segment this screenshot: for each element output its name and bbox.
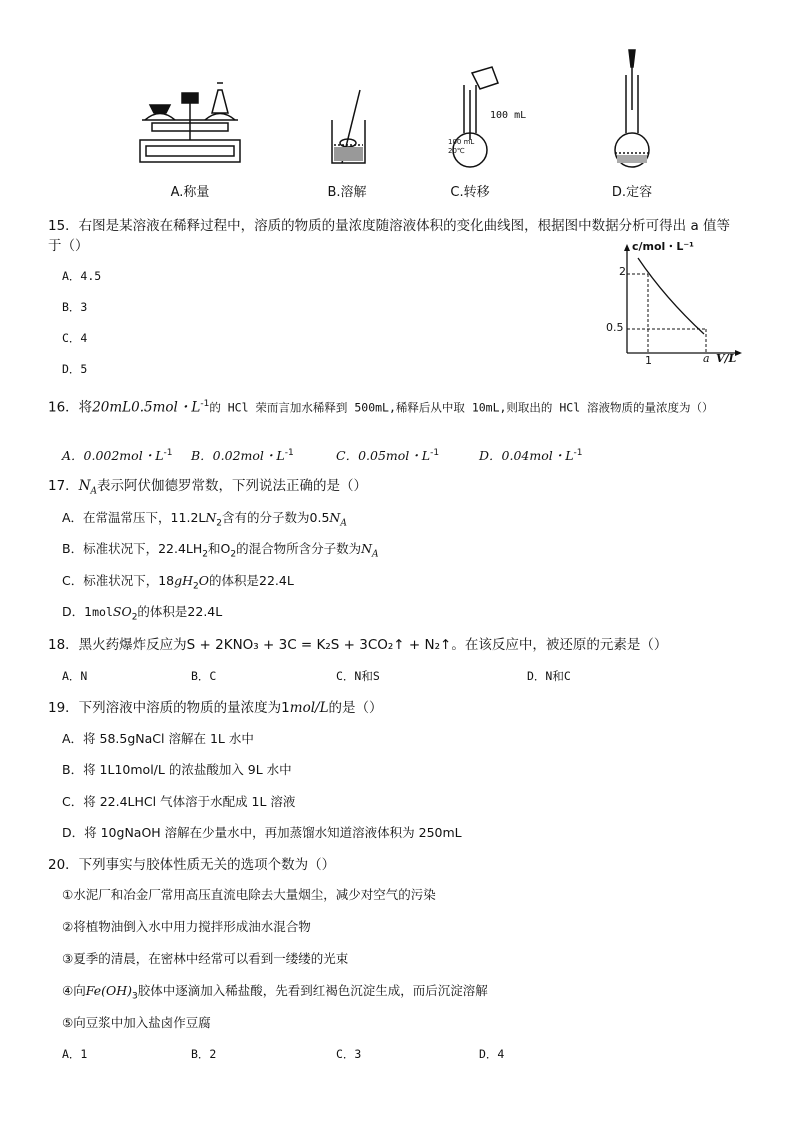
graph-x-tick-1: 1 <box>645 354 652 367</box>
q15-option-c: C．4 <box>62 331 88 345</box>
q20-option-b: B．2 <box>191 1047 217 1061</box>
q20-stem: 20．下列事实与胶体性质无关的选项个数为（） <box>48 857 336 873</box>
q20-item-1: ①水泥厂和冶金厂常用高压直流电除去大量烟尘，减少对空气的污染 <box>62 887 436 902</box>
q20-item-2: ②将植物油倒入水中用力搅拌形成油水混合物 <box>62 919 311 934</box>
q16-stem: 16．将20mL0.5mol・$L^{-1}$的 HCl 荣而言加水稀释到 500mL,稀释后从中取 10mL,则取出的 HCl 溶液物质的量浓度为（） <box>48 399 714 416</box>
concentration-graph <box>600 238 745 370</box>
q17-option-b: B．标准状况下，$22.4LH_2$和$O_2$的混合物所含分子数为$N_A$ <box>62 541 379 560</box>
figure-label-b: B.溶解 <box>327 185 367 200</box>
q19-stem: 19．下列溶液中溶质的物质的量浓度为1mol/L的是（） <box>48 700 383 716</box>
q16-option-d: D．0.04mol・$L^{-1}$ <box>479 448 583 464</box>
graph-y-tick-2: 2 <box>619 265 626 278</box>
q18-option-a: A．N <box>62 669 88 683</box>
q20-option-a: A．1 <box>62 1047 88 1061</box>
q17-option-d: D．1molSO$_2$的体积是22.4L <box>62 604 223 623</box>
graph-y-axis-label: c/mol・L⁻¹ <box>632 240 694 253</box>
q15-stem: 15．右图是某溶液在稀释过程中，溶质的物质的量浓度随溶液体积的变化曲线图，根据图中数据分析可得出 a 值等于（） <box>48 218 731 254</box>
q17-stem: 17．$N_A$表示阿伏伽德罗常数，下列说法正确的是（） <box>48 478 367 497</box>
q19-option-c: C．将 22.4LHCl 气体溶于水配成 1L 溶液 <box>62 794 296 809</box>
figure-label-d: D.定容 <box>611 185 653 200</box>
flask-inner-label: 100 mL 20℃ <box>448 138 475 155</box>
q20-item-4: ④向$Fe(OH)_3$胶体中逐滴加入稀盐酸，先看到红褐色沉淀生成，而后沉淀溶解 <box>62 983 488 1002</box>
q19-option-d: D．将 10gNaOH 溶解在少量水中，再加蒸馏水知道溶液体积为 250mL <box>62 825 462 840</box>
flask-volume-label: 100 mL <box>490 110 527 121</box>
q19-option-a: A．将 58.5gNaCl 溶解在 1L 水中 <box>62 731 254 746</box>
q18-stem: 18．黑火药爆炸反应为S + 2KNO₃ + 3C = K₂S + 3CO₂↑ + N₂↑。在该反应中，被还原的元素是（） <box>48 637 668 653</box>
balance-icon <box>140 83 240 162</box>
q20-item-5: ⑤向豆浆中加入盐卤作豆腐 <box>62 1015 211 1030</box>
q15-option-b: B．3 <box>62 300 88 314</box>
q16-option-c: C．0.05mol・$L^{-1}$ <box>336 448 440 464</box>
q18-option-c: C．N和S <box>336 669 380 683</box>
q20-option-c: C．3 <box>336 1047 362 1061</box>
figure-label-c: C.转移 <box>450 185 490 200</box>
beaker-icon <box>332 90 365 163</box>
graph-x-tick-a: a <box>703 352 710 365</box>
q15-option-a: A．4.5 <box>62 269 102 283</box>
q18-option-b: B．C <box>191 669 217 683</box>
q15-option-d: D．5 <box>62 362 88 376</box>
graph-x-axis-label: V/L <box>716 352 737 365</box>
q16-option-b: B．0.02mol・$L^{-1}$ <box>191 448 294 464</box>
figure-label-a: A.称量 <box>170 185 210 200</box>
q17-option-a: A．在常温常压下，$11.2LN_2$含有的分子数为$0.5N_A$ <box>62 510 347 529</box>
q17-option-c: C．标准状况下，$18gH_2O$的体积是22.4L <box>62 573 294 592</box>
q19-option-b: B．将 1L10mol/L 的浓盐酸加入 9L 水中 <box>62 762 292 777</box>
apparatus-figures <box>120 45 680 175</box>
graph-y-tick-05: 0.5 <box>606 321 624 334</box>
volumetric-flask-icon <box>615 50 649 167</box>
q20-item-3: ③夏季的清晨，在密林中经常可以看到一缕缕的光束 <box>62 951 349 966</box>
q16-option-a: A．0.002mol・$L^{-1}$ <box>62 448 173 464</box>
q20-option-d: D．4 <box>479 1047 505 1061</box>
q18-option-d: D．N和C <box>527 669 571 683</box>
